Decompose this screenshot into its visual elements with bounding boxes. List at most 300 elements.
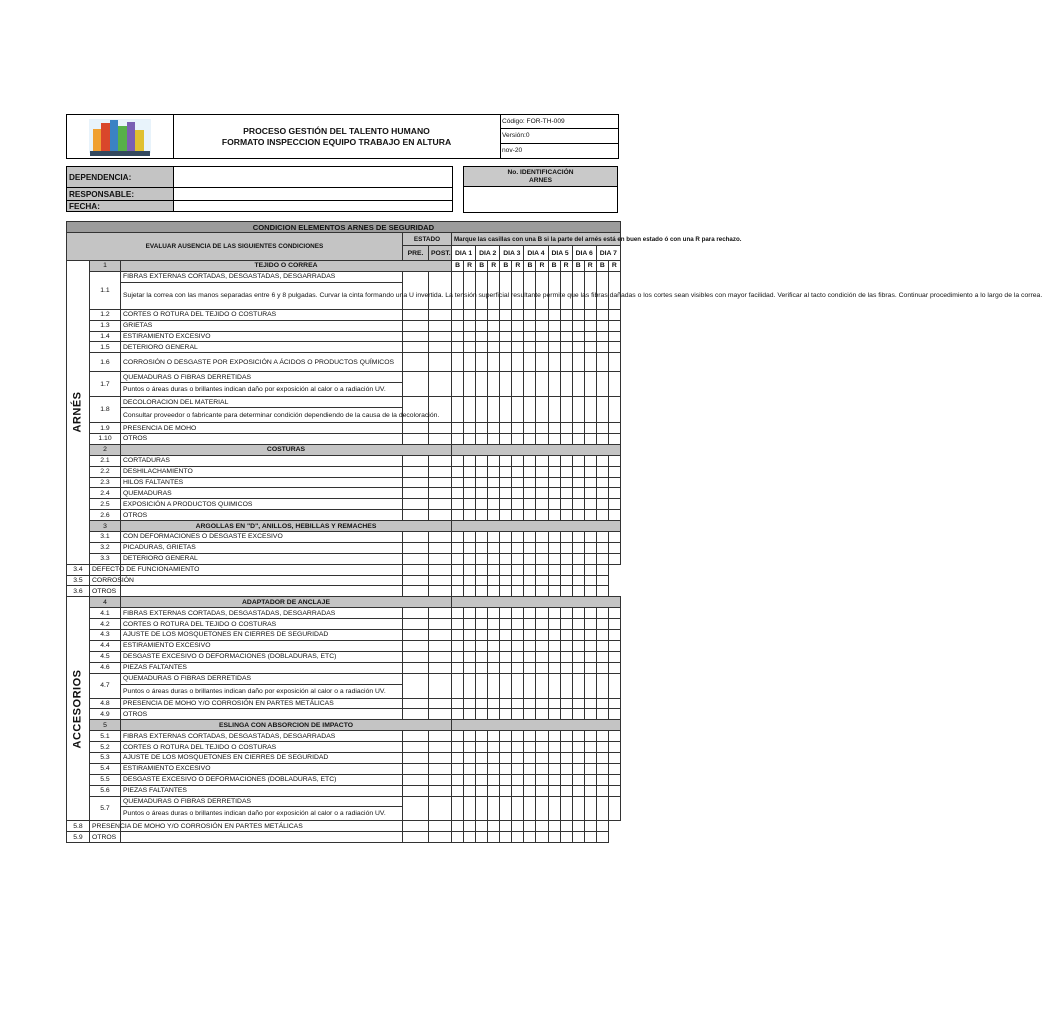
check-cell[interactable] bbox=[608, 372, 620, 397]
check-cell[interactable] bbox=[429, 586, 452, 597]
check-cell[interactable] bbox=[536, 796, 548, 821]
post-cell[interactable] bbox=[429, 662, 452, 673]
check-cell[interactable] bbox=[560, 342, 572, 353]
check-cell[interactable] bbox=[572, 477, 584, 488]
check-cell[interactable] bbox=[584, 752, 596, 763]
check-cell[interactable] bbox=[560, 510, 572, 521]
check-cell[interactable] bbox=[452, 320, 464, 331]
check-cell[interactable] bbox=[608, 763, 620, 774]
check-cell[interactable] bbox=[596, 564, 608, 575]
check-cell[interactable] bbox=[572, 353, 584, 372]
check-cell[interactable] bbox=[524, 651, 536, 662]
check-cell[interactable] bbox=[560, 586, 572, 597]
check-cell[interactable] bbox=[524, 542, 536, 553]
check-cell[interactable] bbox=[548, 455, 560, 466]
check-cell[interactable] bbox=[524, 564, 536, 575]
pre-cell[interactable] bbox=[403, 271, 429, 309]
check-cell[interactable] bbox=[452, 271, 464, 309]
check-cell[interactable] bbox=[512, 488, 524, 499]
check-cell[interactable] bbox=[608, 651, 620, 662]
check-cell[interactable] bbox=[572, 309, 584, 320]
check-cell[interactable] bbox=[584, 353, 596, 372]
pre-cell[interactable] bbox=[121, 586, 403, 597]
check-cell[interactable] bbox=[524, 331, 536, 342]
check-cell[interactable] bbox=[464, 455, 476, 466]
check-cell[interactable] bbox=[584, 742, 596, 753]
pre-cell[interactable] bbox=[403, 796, 429, 821]
check-cell[interactable] bbox=[512, 466, 524, 477]
check-cell[interactable] bbox=[476, 763, 488, 774]
check-cell[interactable] bbox=[500, 499, 512, 510]
post-cell[interactable] bbox=[429, 640, 452, 651]
check-cell[interactable] bbox=[512, 742, 524, 753]
check-cell[interactable] bbox=[464, 331, 476, 342]
check-cell[interactable] bbox=[512, 353, 524, 372]
check-cell[interactable] bbox=[608, 709, 620, 720]
check-cell[interactable] bbox=[452, 673, 464, 698]
check-cell[interactable] bbox=[488, 640, 500, 651]
check-cell[interactable] bbox=[596, 698, 608, 709]
check-cell[interactable] bbox=[429, 575, 452, 586]
check-cell[interactable] bbox=[512, 586, 524, 597]
check-cell[interactable] bbox=[584, 763, 596, 774]
check-cell[interactable] bbox=[584, 832, 596, 843]
check-cell[interactable] bbox=[560, 774, 572, 785]
pre-cell[interactable] bbox=[403, 434, 429, 445]
check-cell[interactable] bbox=[452, 619, 464, 630]
check-cell[interactable] bbox=[476, 640, 488, 651]
check-cell[interactable] bbox=[572, 466, 584, 477]
check-cell[interactable] bbox=[560, 532, 572, 543]
check-cell[interactable] bbox=[572, 608, 584, 619]
check-cell[interactable] bbox=[500, 542, 512, 553]
post-cell[interactable] bbox=[403, 564, 429, 575]
check-cell[interactable] bbox=[524, 731, 536, 742]
check-cell[interactable] bbox=[572, 821, 584, 832]
check-cell[interactable] bbox=[476, 271, 488, 309]
pre-cell[interactable] bbox=[403, 709, 429, 720]
check-cell[interactable] bbox=[536, 271, 548, 309]
check-cell[interactable] bbox=[464, 499, 476, 510]
check-cell[interactable] bbox=[524, 488, 536, 499]
check-cell[interactable] bbox=[596, 331, 608, 342]
check-cell[interactable] bbox=[548, 320, 560, 331]
check-cell[interactable] bbox=[560, 608, 572, 619]
pre-cell[interactable] bbox=[403, 742, 429, 753]
check-cell[interactable] bbox=[452, 342, 464, 353]
responsable-field[interactable] bbox=[174, 188, 453, 201]
check-cell[interactable] bbox=[488, 564, 500, 575]
check-cell[interactable] bbox=[596, 742, 608, 753]
pre-cell[interactable] bbox=[403, 466, 429, 477]
pre-cell[interactable] bbox=[403, 372, 429, 397]
check-cell[interactable] bbox=[464, 586, 476, 597]
check-cell[interactable] bbox=[500, 709, 512, 720]
check-cell[interactable] bbox=[488, 662, 500, 673]
check-cell[interactable] bbox=[524, 630, 536, 641]
check-cell[interactable] bbox=[488, 499, 500, 510]
check-cell[interactable] bbox=[584, 542, 596, 553]
check-cell[interactable] bbox=[488, 774, 500, 785]
check-cell[interactable] bbox=[452, 586, 464, 597]
check-cell[interactable] bbox=[500, 320, 512, 331]
check-cell[interactable] bbox=[572, 709, 584, 720]
check-cell[interactable] bbox=[500, 742, 512, 753]
check-cell[interactable] bbox=[464, 742, 476, 753]
check-cell[interactable] bbox=[560, 542, 572, 553]
check-cell[interactable] bbox=[488, 608, 500, 619]
pre-cell[interactable] bbox=[403, 651, 429, 662]
check-cell[interactable] bbox=[548, 651, 560, 662]
check-cell[interactable] bbox=[584, 796, 596, 821]
check-cell[interactable] bbox=[464, 651, 476, 662]
check-cell[interactable] bbox=[488, 342, 500, 353]
check-cell[interactable] bbox=[452, 774, 464, 785]
check-cell[interactable] bbox=[464, 752, 476, 763]
pre-cell[interactable] bbox=[403, 477, 429, 488]
check-cell[interactable] bbox=[476, 510, 488, 521]
fecha-field[interactable] bbox=[174, 201, 453, 212]
check-cell[interactable] bbox=[548, 423, 560, 434]
check-cell[interactable] bbox=[596, 423, 608, 434]
post-cell[interactable] bbox=[429, 673, 452, 698]
check-cell[interactable] bbox=[488, 542, 500, 553]
pre-cell[interactable] bbox=[403, 673, 429, 698]
check-cell[interactable] bbox=[524, 532, 536, 543]
check-cell[interactable] bbox=[512, 619, 524, 630]
post-cell[interactable] bbox=[429, 499, 452, 510]
check-cell[interactable] bbox=[500, 785, 512, 796]
check-cell[interactable] bbox=[572, 397, 584, 423]
check-cell[interactable] bbox=[572, 785, 584, 796]
check-cell[interactable] bbox=[488, 466, 500, 477]
check-cell[interactable] bbox=[476, 651, 488, 662]
check-cell[interactable] bbox=[452, 662, 464, 673]
check-cell[interactable] bbox=[464, 553, 476, 564]
check-cell[interactable] bbox=[596, 651, 608, 662]
check-cell[interactable] bbox=[560, 353, 572, 372]
check-cell[interactable] bbox=[464, 774, 476, 785]
check-cell[interactable] bbox=[572, 423, 584, 434]
check-cell[interactable] bbox=[524, 608, 536, 619]
check-cell[interactable] bbox=[500, 651, 512, 662]
check-cell[interactable] bbox=[572, 331, 584, 342]
check-cell[interactable] bbox=[584, 673, 596, 698]
check-cell[interactable] bbox=[548, 488, 560, 499]
check-cell[interactable] bbox=[488, 353, 500, 372]
check-cell[interactable] bbox=[524, 477, 536, 488]
check-cell[interactable] bbox=[524, 466, 536, 477]
check-cell[interactable] bbox=[536, 342, 548, 353]
check-cell[interactable] bbox=[608, 698, 620, 709]
check-cell[interactable] bbox=[524, 499, 536, 510]
check-cell[interactable] bbox=[512, 455, 524, 466]
check-cell[interactable] bbox=[476, 372, 488, 397]
check-cell[interactable] bbox=[584, 709, 596, 720]
check-cell[interactable] bbox=[608, 271, 620, 309]
check-cell[interactable] bbox=[596, 477, 608, 488]
check-cell[interactable] bbox=[488, 372, 500, 397]
check-cell[interactable] bbox=[500, 423, 512, 434]
check-cell[interactable] bbox=[452, 510, 464, 521]
check-cell[interactable] bbox=[500, 397, 512, 423]
check-cell[interactable] bbox=[548, 397, 560, 423]
check-cell[interactable] bbox=[524, 586, 536, 597]
check-cell[interactable] bbox=[596, 320, 608, 331]
post-cell[interactable] bbox=[429, 342, 452, 353]
check-cell[interactable] bbox=[488, 271, 500, 309]
check-cell[interactable] bbox=[464, 630, 476, 641]
check-cell[interactable] bbox=[536, 662, 548, 673]
check-cell[interactable] bbox=[500, 832, 512, 843]
check-cell[interactable] bbox=[560, 763, 572, 774]
post-cell[interactable] bbox=[429, 763, 452, 774]
check-cell[interactable] bbox=[536, 586, 548, 597]
check-cell[interactable] bbox=[596, 553, 608, 564]
check-cell[interactable] bbox=[464, 698, 476, 709]
pre-cell[interactable] bbox=[403, 619, 429, 630]
check-cell[interactable] bbox=[548, 608, 560, 619]
check-cell[interactable] bbox=[596, 586, 608, 597]
check-cell[interactable] bbox=[512, 774, 524, 785]
check-cell[interactable] bbox=[464, 397, 476, 423]
pre-cell[interactable] bbox=[403, 630, 429, 641]
check-cell[interactable] bbox=[512, 423, 524, 434]
check-cell[interactable] bbox=[572, 651, 584, 662]
check-cell[interactable] bbox=[476, 575, 488, 586]
post-cell[interactable] bbox=[429, 372, 452, 397]
check-cell[interactable] bbox=[464, 832, 476, 843]
check-cell[interactable] bbox=[524, 640, 536, 651]
check-cell[interactable] bbox=[608, 510, 620, 521]
check-cell[interactable] bbox=[608, 423, 620, 434]
post-cell[interactable] bbox=[429, 619, 452, 630]
check-cell[interactable] bbox=[584, 342, 596, 353]
check-cell[interactable] bbox=[488, 477, 500, 488]
check-cell[interactable] bbox=[536, 731, 548, 742]
check-cell[interactable] bbox=[488, 796, 500, 821]
check-cell[interactable] bbox=[584, 477, 596, 488]
check-cell[interactable] bbox=[452, 331, 464, 342]
check-cell[interactable] bbox=[452, 608, 464, 619]
check-cell[interactable] bbox=[584, 586, 596, 597]
check-cell[interactable] bbox=[452, 709, 464, 720]
check-cell[interactable] bbox=[608, 673, 620, 698]
check-cell[interactable] bbox=[476, 698, 488, 709]
check-cell[interactable] bbox=[476, 752, 488, 763]
check-cell[interactable] bbox=[560, 331, 572, 342]
check-cell[interactable] bbox=[560, 434, 572, 445]
check-cell[interactable] bbox=[536, 353, 548, 372]
check-cell[interactable] bbox=[500, 353, 512, 372]
check-cell[interactable] bbox=[548, 499, 560, 510]
check-cell[interactable] bbox=[560, 752, 572, 763]
check-cell[interactable] bbox=[608, 353, 620, 372]
check-cell[interactable] bbox=[524, 372, 536, 397]
check-cell[interactable] bbox=[476, 673, 488, 698]
check-cell[interactable] bbox=[512, 372, 524, 397]
check-cell[interactable] bbox=[452, 564, 464, 575]
check-cell[interactable] bbox=[488, 553, 500, 564]
check-cell[interactable] bbox=[548, 331, 560, 342]
check-cell[interactable] bbox=[500, 372, 512, 397]
check-cell[interactable] bbox=[536, 821, 548, 832]
check-cell[interactable] bbox=[524, 309, 536, 320]
pre-cell[interactable] bbox=[403, 488, 429, 499]
check-cell[interactable] bbox=[548, 821, 560, 832]
check-cell[interactable] bbox=[572, 763, 584, 774]
pre-cell[interactable] bbox=[403, 455, 429, 466]
check-cell[interactable] bbox=[548, 532, 560, 543]
check-cell[interactable] bbox=[560, 320, 572, 331]
check-cell[interactable] bbox=[584, 662, 596, 673]
check-cell[interactable] bbox=[560, 499, 572, 510]
check-cell[interactable] bbox=[488, 651, 500, 662]
check-cell[interactable] bbox=[548, 630, 560, 641]
check-cell[interactable] bbox=[476, 586, 488, 597]
check-cell[interactable] bbox=[548, 342, 560, 353]
check-cell[interactable] bbox=[452, 821, 464, 832]
check-cell[interactable] bbox=[572, 731, 584, 742]
check-cell[interactable] bbox=[608, 619, 620, 630]
check-cell[interactable] bbox=[464, 353, 476, 372]
check-cell[interactable] bbox=[488, 698, 500, 709]
check-cell[interactable] bbox=[452, 397, 464, 423]
pre-cell[interactable] bbox=[403, 510, 429, 521]
check-cell[interactable] bbox=[596, 397, 608, 423]
check-cell[interactable] bbox=[548, 774, 560, 785]
check-cell[interactable] bbox=[464, 619, 476, 630]
check-cell[interactable] bbox=[476, 796, 488, 821]
check-cell[interactable] bbox=[452, 488, 464, 499]
post-cell[interactable] bbox=[429, 774, 452, 785]
check-cell[interactable] bbox=[548, 698, 560, 709]
pre-cell[interactable] bbox=[403, 698, 429, 709]
check-cell[interactable] bbox=[536, 510, 548, 521]
check-cell[interactable] bbox=[464, 575, 476, 586]
check-cell[interactable] bbox=[536, 673, 548, 698]
check-cell[interactable] bbox=[464, 423, 476, 434]
check-cell[interactable] bbox=[560, 271, 572, 309]
check-cell[interactable] bbox=[512, 832, 524, 843]
check-cell[interactable] bbox=[464, 796, 476, 821]
check-cell[interactable] bbox=[452, 309, 464, 320]
check-cell[interactable] bbox=[524, 763, 536, 774]
check-cell[interactable] bbox=[476, 455, 488, 466]
check-cell[interactable] bbox=[488, 309, 500, 320]
check-cell[interactable] bbox=[596, 372, 608, 397]
check-cell[interactable] bbox=[512, 434, 524, 445]
check-cell[interactable] bbox=[560, 477, 572, 488]
check-cell[interactable] bbox=[512, 796, 524, 821]
check-cell[interactable] bbox=[488, 397, 500, 423]
check-cell[interactable] bbox=[464, 731, 476, 742]
check-cell[interactable] bbox=[500, 331, 512, 342]
check-cell[interactable] bbox=[536, 709, 548, 720]
check-cell[interactable] bbox=[608, 774, 620, 785]
check-cell[interactable] bbox=[560, 630, 572, 641]
check-cell[interactable] bbox=[572, 640, 584, 651]
check-cell[interactable] bbox=[548, 477, 560, 488]
check-cell[interactable] bbox=[608, 477, 620, 488]
check-cell[interactable] bbox=[452, 477, 464, 488]
check-cell[interactable] bbox=[452, 466, 464, 477]
pre-cell[interactable] bbox=[403, 763, 429, 774]
check-cell[interactable] bbox=[524, 742, 536, 753]
check-cell[interactable] bbox=[476, 542, 488, 553]
check-cell[interactable] bbox=[560, 698, 572, 709]
check-cell[interactable] bbox=[429, 832, 452, 843]
check-cell[interactable] bbox=[548, 542, 560, 553]
check-cell[interactable] bbox=[476, 608, 488, 619]
check-cell[interactable] bbox=[596, 763, 608, 774]
check-cell[interactable] bbox=[608, 397, 620, 423]
check-cell[interactable] bbox=[536, 742, 548, 753]
check-cell[interactable] bbox=[584, 564, 596, 575]
check-cell[interactable] bbox=[560, 709, 572, 720]
check-cell[interactable] bbox=[476, 709, 488, 720]
check-cell[interactable] bbox=[596, 832, 608, 843]
check-cell[interactable] bbox=[572, 630, 584, 641]
check-cell[interactable] bbox=[500, 586, 512, 597]
check-cell[interactable] bbox=[524, 397, 536, 423]
dependencia-field[interactable] bbox=[174, 167, 453, 188]
check-cell[interactable] bbox=[596, 353, 608, 372]
check-cell[interactable] bbox=[464, 608, 476, 619]
check-cell[interactable] bbox=[452, 553, 464, 564]
check-cell[interactable] bbox=[536, 774, 548, 785]
post-cell[interactable] bbox=[429, 731, 452, 742]
post-cell[interactable] bbox=[429, 320, 452, 331]
check-cell[interactable] bbox=[464, 640, 476, 651]
check-cell[interactable] bbox=[512, 320, 524, 331]
post-cell[interactable] bbox=[403, 821, 429, 832]
check-cell[interactable] bbox=[548, 752, 560, 763]
check-cell[interactable] bbox=[596, 499, 608, 510]
check-cell[interactable] bbox=[500, 564, 512, 575]
check-cell[interactable] bbox=[572, 510, 584, 521]
check-cell[interactable] bbox=[536, 372, 548, 397]
check-cell[interactable] bbox=[500, 763, 512, 774]
check-cell[interactable] bbox=[548, 832, 560, 843]
check-cell[interactable] bbox=[476, 553, 488, 564]
check-cell[interactable] bbox=[452, 630, 464, 641]
check-cell[interactable] bbox=[464, 709, 476, 720]
check-cell[interactable] bbox=[488, 709, 500, 720]
post-cell[interactable] bbox=[429, 455, 452, 466]
post-cell[interactable] bbox=[429, 331, 452, 342]
check-cell[interactable] bbox=[596, 731, 608, 742]
check-cell[interactable] bbox=[536, 488, 548, 499]
check-cell[interactable] bbox=[596, 796, 608, 821]
check-cell[interactable] bbox=[512, 752, 524, 763]
check-cell[interactable] bbox=[524, 353, 536, 372]
check-cell[interactable] bbox=[512, 651, 524, 662]
check-cell[interactable] bbox=[536, 466, 548, 477]
check-cell[interactable] bbox=[524, 423, 536, 434]
check-cell[interactable] bbox=[429, 564, 452, 575]
check-cell[interactable] bbox=[572, 532, 584, 543]
post-cell[interactable] bbox=[429, 553, 452, 564]
check-cell[interactable] bbox=[548, 640, 560, 651]
check-cell[interactable] bbox=[584, 488, 596, 499]
check-cell[interactable] bbox=[500, 662, 512, 673]
check-cell[interactable] bbox=[524, 673, 536, 698]
check-cell[interactable] bbox=[608, 785, 620, 796]
post-cell[interactable] bbox=[429, 532, 452, 543]
check-cell[interactable] bbox=[572, 586, 584, 597]
check-cell[interactable] bbox=[548, 796, 560, 821]
